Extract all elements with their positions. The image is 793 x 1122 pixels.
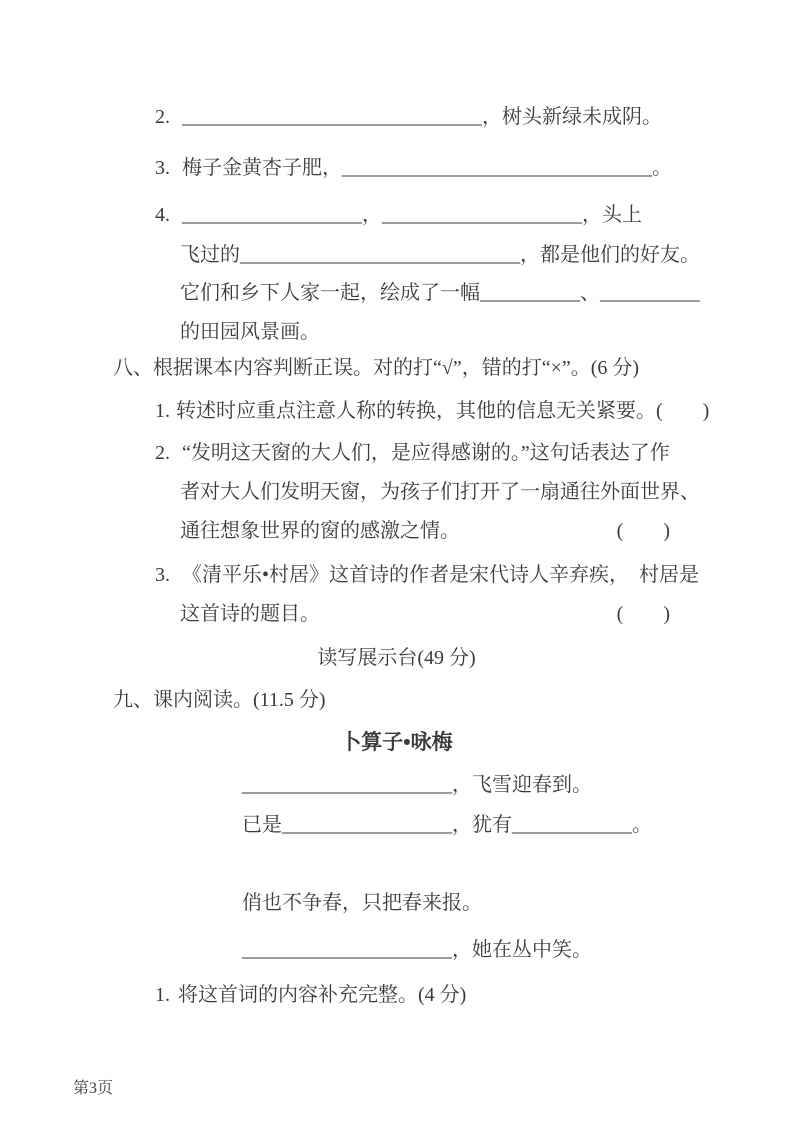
- poem-title-text: 卜算子•咏梅: [340, 731, 453, 754]
- poem-line-2: [242, 812, 652, 838]
- section-9-heading: [113, 687, 326, 713]
- poem-line-3-text: 俏也不争春，只把春来报。: [242, 892, 482, 914]
- s8-question-3-text-line1: 《清平乐•村居》这首诗的作者是宋代诗人辛弃疾， 村居是: [182, 564, 700, 586]
- question-4-number: 4.: [155, 204, 170, 226]
- question-2-text: ______________________________，树头新绿未成阴。: [182, 106, 662, 128]
- s8-question-2-text-line2: 者对大人们发明天窗，为孩子们打开了一扇通往外面世界、: [180, 481, 700, 503]
- page-number-footer: [73, 1076, 113, 1102]
- poem-line-4: [242, 937, 592, 963]
- question-3-number: 3.: [155, 157, 170, 179]
- question-4-text-line1: __________________，____________________，头上: [182, 204, 642, 226]
- section-8-question-2-line3: [180, 518, 670, 544]
- s8-question-1-text: 转述时应重点注意人称的转换，其他的信息无关紧要。( ): [176, 400, 710, 422]
- poem-title: [0, 730, 793, 756]
- section-9-heading-text: 九、课内阅读。(11.5 分): [113, 689, 326, 711]
- fill-blank-question-3: [155, 155, 672, 181]
- poem-line-1-text: _____________________，飞雪迎春到。: [242, 774, 592, 796]
- poem-line-2-text: 已是_________________，犹有____________。: [242, 814, 652, 836]
- fill-blank-question-4-line3: [180, 280, 700, 306]
- question-2-number: 2.: [155, 106, 170, 128]
- s8-question-3-text-line2: 这首诗的题目。: [180, 603, 320, 625]
- fill-blank-question-2: [155, 104, 662, 130]
- fill-blank-question-4-line4: [180, 319, 320, 345]
- question-4-text-line4: 的田园风景画。: [180, 321, 320, 343]
- question-4-text-line3: 它们和乡下人家一起，绘成了一幅__________、__________: [180, 282, 700, 304]
- poem-line-1: [242, 772, 592, 798]
- section-banner: [0, 645, 793, 671]
- s8-question-2-number: 2.: [155, 442, 170, 464]
- section-8-question-2-line2: [180, 479, 700, 505]
- question-4-text-line2: 飞过的____________________________，都是他们的好友。: [180, 244, 700, 266]
- section-8-question-3-line1: [155, 562, 699, 588]
- s8-question-2-text-line1: “发明这天窗的大人们，是应得感谢的。”这句话表达了作: [182, 442, 670, 464]
- section-8-heading-text: 八、根据课本内容判断正误。对的打“√”，错的打“×”。(6 分): [113, 357, 640, 379]
- section-8-question-1: [155, 398, 709, 424]
- poem-line-3: [242, 890, 482, 916]
- question-3-text: 梅子金黄杏子肥，_______________________________。: [182, 157, 672, 179]
- s8-question-2-answer-brackets: ( ): [616, 520, 670, 542]
- section-9-question-1: [155, 982, 466, 1008]
- page-number-label: 第3页: [73, 1080, 114, 1097]
- s8-question-1-number: 1.: [155, 400, 170, 422]
- s8-question-2-text-line3: 通往想象世界的窗的感激之情。: [180, 520, 460, 542]
- section-8-question-3-line2: [180, 601, 670, 627]
- s8-question-3-answer-brackets: ( ): [616, 603, 670, 625]
- section-8-question-2-line1: [155, 440, 670, 466]
- s8-question-3-number: 3.: [155, 564, 170, 586]
- fill-blank-question-4-line2: [180, 242, 700, 268]
- s9-question-1-text: 将这首词的内容补充完整。(4 分): [178, 984, 467, 1006]
- section-8-heading: [113, 355, 639, 381]
- fill-blank-question-4-line1: [155, 202, 642, 228]
- poem-line-4-text: _____________________，她在丛中笑。: [242, 939, 592, 961]
- section-banner-text: 读写展示台(49 分): [317, 647, 476, 669]
- s9-question-1-number: 1.: [155, 984, 170, 1006]
